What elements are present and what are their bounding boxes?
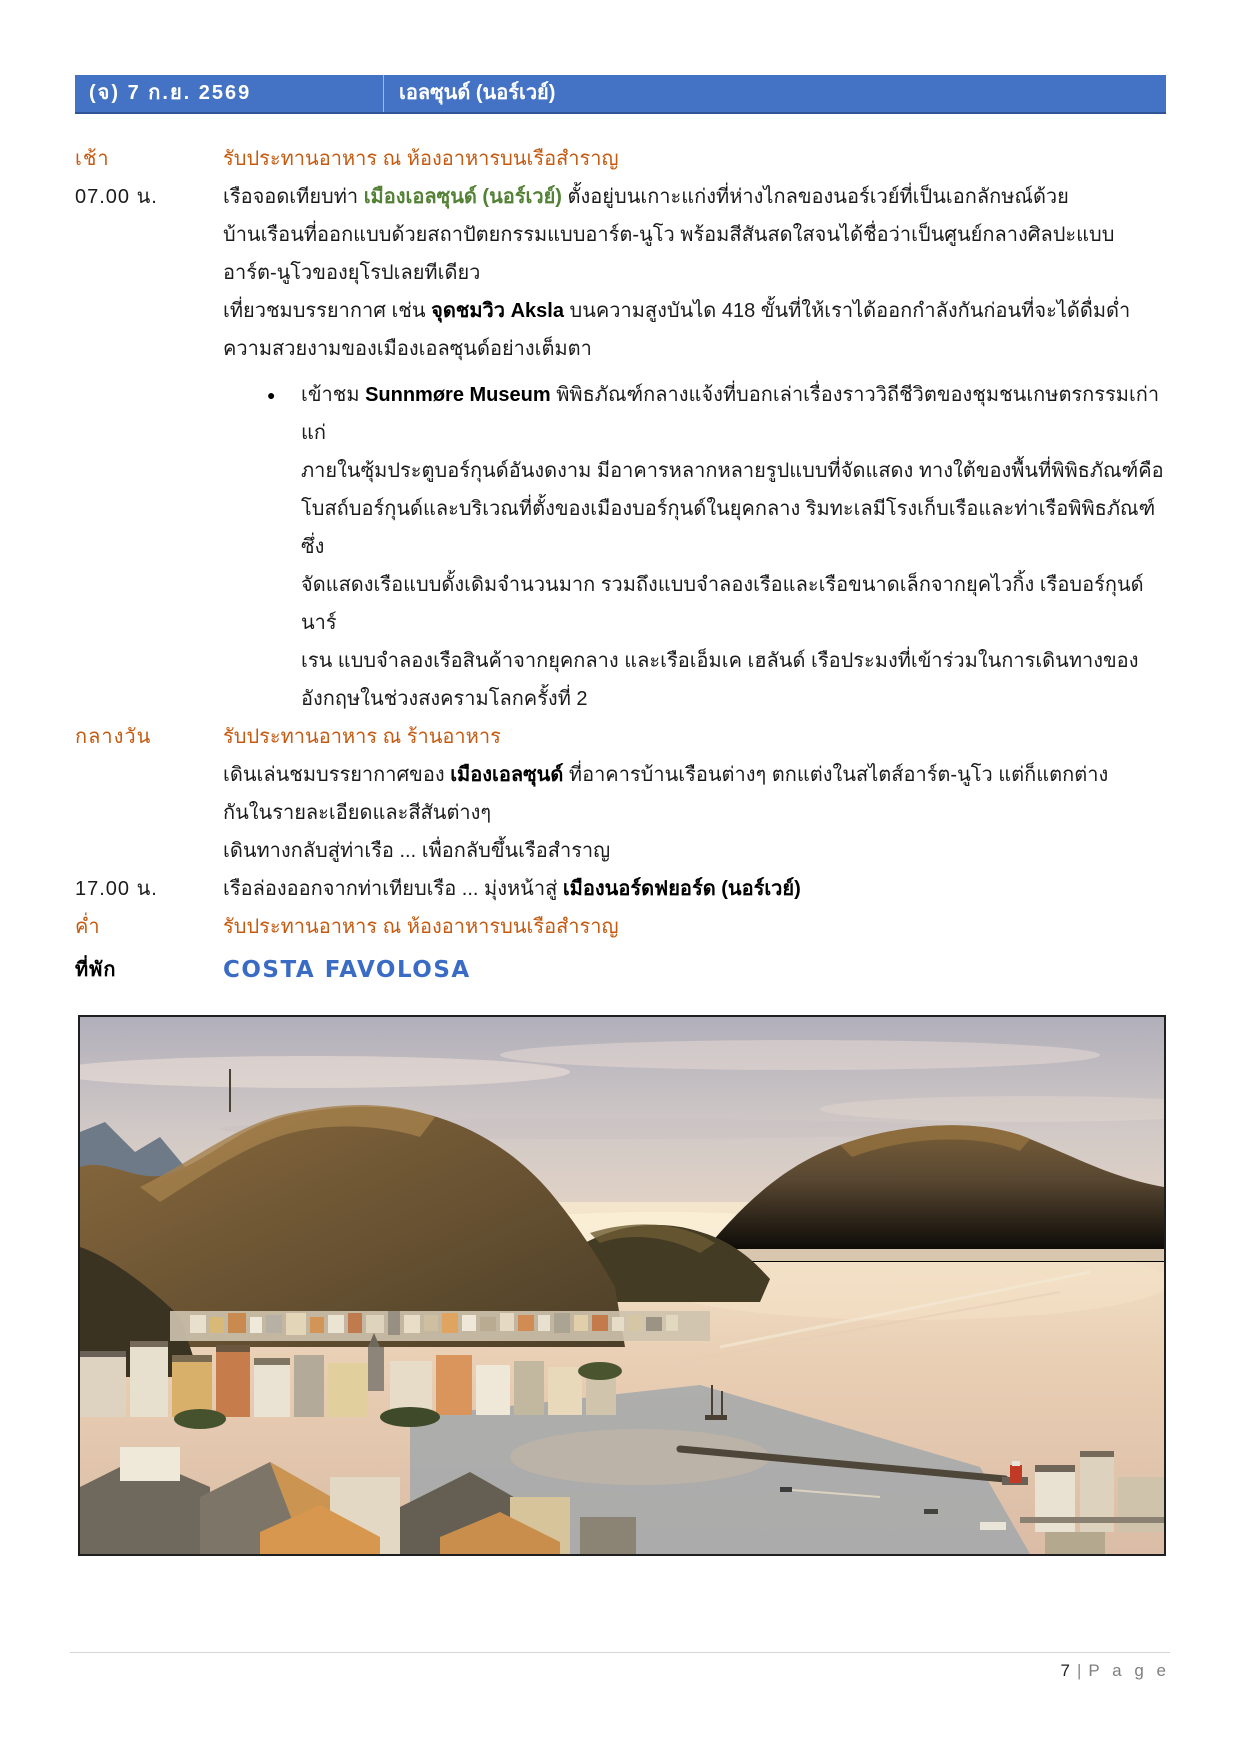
schedule-time-text: เช้า [75,148,110,170]
text-segment: จุดชมวิว Aksla [431,300,564,322]
text-segment: โบสถ์บอร์กุนด์และบริเวณที่ตั้งของเมืองบอร์กุนด์ในยุคกลาง ริมทะเลมีโรงเก็บเรือและท่าเรือพิพิธภัณฑ์ ซึ่ง [301,498,1156,558]
text-segment: บ้านเรือนที่ออกแบบด้วยสถาปัตยกรรมแบบอาร์ต-นูโว พร้อมสีสันสดใสจนได้ชื่อว่าเป็นศูนย์กลางศิลปะแบบ [223,224,1115,246]
text-line [223,216,1166,254]
footer-separator: | [1077,1661,1082,1680]
text-segment: รับประทานอาหาร ณ ห้องอาหารบนเรือสำราญ [223,916,619,938]
text-line [223,254,1166,292]
schedule-row [75,908,1166,946]
schedule-time-label [75,908,223,946]
schedule-time-text: ค่ำ [75,916,101,938]
text-segment: เที่ยวชมบรรยากาศ เช่น [223,300,432,322]
text-segment: ตั้งอยู่บนเกาะแก่งที่ห่างไกลของนอร์เวย์ที่เป็นเอกลักษณ์ด้วย [561,186,1069,208]
text-segment: บนความสูงบันได 418 ขั้นที่ให้เราได้ออกกำลังกันก่อนที่จะได้ดื่มด่ำ [563,300,1131,322]
schedule-time-label [75,951,223,990]
text-segment: Sunnmøre Museum [365,384,551,406]
text-line [223,140,1166,178]
schedule-time-label [75,140,223,178]
schedule-time-label [75,718,223,756]
text-segment: จัดแสดงเรือแบบดั้งเดิมจำนวนมาก รวมถึงแบบจำลองเรือและเรือขนาดเล็กจากยุคไวกิ้ง เรือบอร์กุนด์นาร์ [301,574,1144,634]
schedule-description [223,178,1166,368]
day-header-bar [75,75,1166,114]
text-segment: เมืองเอลซุนด์ [450,764,564,786]
schedule-description [223,140,1166,178]
text-segment: เรือจอดเทียบท่า [223,186,364,208]
text-segment: เมืองเอลซุนด์ (นอร์เวย์) [363,186,562,208]
schedule-time-text: กลางวัน [75,726,152,748]
text-line [301,490,1166,566]
text-line [301,680,1166,718]
page-footer [70,1652,1170,1681]
schedule [75,140,1166,990]
schedule-row [75,718,1166,756]
text-line [223,870,1166,908]
schedule-row [75,178,1166,368]
text-segment: รับประทานอาหาร ณ ห้องอาหารบนเรือสำราญ [223,148,619,170]
schedule-row [75,140,1166,178]
text-line [223,330,1166,368]
text-segment: กันในรายละเอียดและสีสันต่างๆ [223,802,492,824]
text-line [223,292,1166,330]
text-segment: COSTA FAVOLOSA [223,957,471,983]
text-segment: อาร์ต-นูโวของยุโรปเลยทีเดียว [223,262,481,284]
text-segment: ความสวยงามของเมืองเอลซุนด์อย่างเต็มตา [223,338,592,360]
text-segment: เรือล่องออกจากท่าเทียบเรือ ... มุ่งหน้าสู่ [223,878,563,900]
bullet-icon: ● [267,387,276,403]
footer-page-label: P a g e [1088,1661,1170,1680]
schedule-time-label [75,756,223,870]
text-segment: เรน แบบจำลองเรือสินค้าจากยุคกลาง และเรือเอ็มเค เฮลันด์ เรือประมงที่เข้าร่วมในการเดินทางของ [301,650,1139,672]
itinerary-photo [78,1015,1166,1556]
text-segment: รับประทานอาหาร ณ ร้านอาหาร [223,726,501,748]
schedule-time-label [75,376,223,718]
alesund-photo-illustration [80,1017,1164,1554]
schedule-description [223,376,1166,718]
text-segment: พิพิธภัณฑ์กลางแจ้งที่บอกเล่าเรื่องราววิถีชีวิตของชุมชนเกษตรกรรมเก่าแก่ [301,384,1160,444]
text-line [223,908,1166,946]
schedule-row [75,870,1166,908]
text-segment: เมืองนอร์ดฟยอร์ด (นอร์เวย์) [562,878,801,900]
schedule-time-label [75,178,223,368]
schedule-description [223,718,1166,756]
schedule-description [223,951,1166,990]
page-number: 7 [1060,1661,1070,1680]
text-line [223,756,1166,794]
schedule-description [223,908,1166,946]
text-line [223,832,1166,870]
schedule-row [75,951,1166,990]
text-segment: เดินเล่นชมบรรยากาศของ [223,764,451,786]
schedule-row [75,376,1166,718]
schedule-time-text: 07.00 น. [75,186,158,208]
schedule-time-text: 17.00 น. [75,878,158,900]
text-line [301,642,1166,680]
text-line [301,566,1166,642]
schedule-time-label [75,870,223,908]
text-segment: ที่อาคารบ้านเรือนต่างๆ ตกแต่งในสไตส์อาร์ต-นูโว แต่ก็แตกต่าง [563,764,1109,786]
schedule-time-text: ที่พัก [75,959,117,981]
schedule-description [223,870,1166,908]
day-header-date: (จ) 7 ก.ย. 2569 [89,82,252,104]
text-line [223,718,1166,756]
day-header-location: เอลซุนด์ (นอร์เวย์) [383,75,1166,112]
text-segment: เข้าชม [301,384,366,406]
text-line [301,376,1166,452]
text-line [301,452,1166,490]
text-segment: เดินทางกลับสู่ท่าเรือ ... เพื่อกลับขึ้นเรือสำราญ [223,840,611,862]
schedule-description [223,756,1166,870]
schedule-row [75,756,1166,870]
text-segment: ภายในซุ้มประตูบอร์กุนด์อันงดงาม มีอาคารหลากหลายรูปแบบที่จัดแสดง ทางใต้ของพื้นที่พิพิธภัณฑ์คือ [301,460,1164,482]
text-line [223,178,1166,216]
text-line [223,794,1166,832]
text-line [223,951,1166,990]
text-segment: อังกฤษในช่วงสงครามโลกครั้งที่ 2 [301,688,588,710]
